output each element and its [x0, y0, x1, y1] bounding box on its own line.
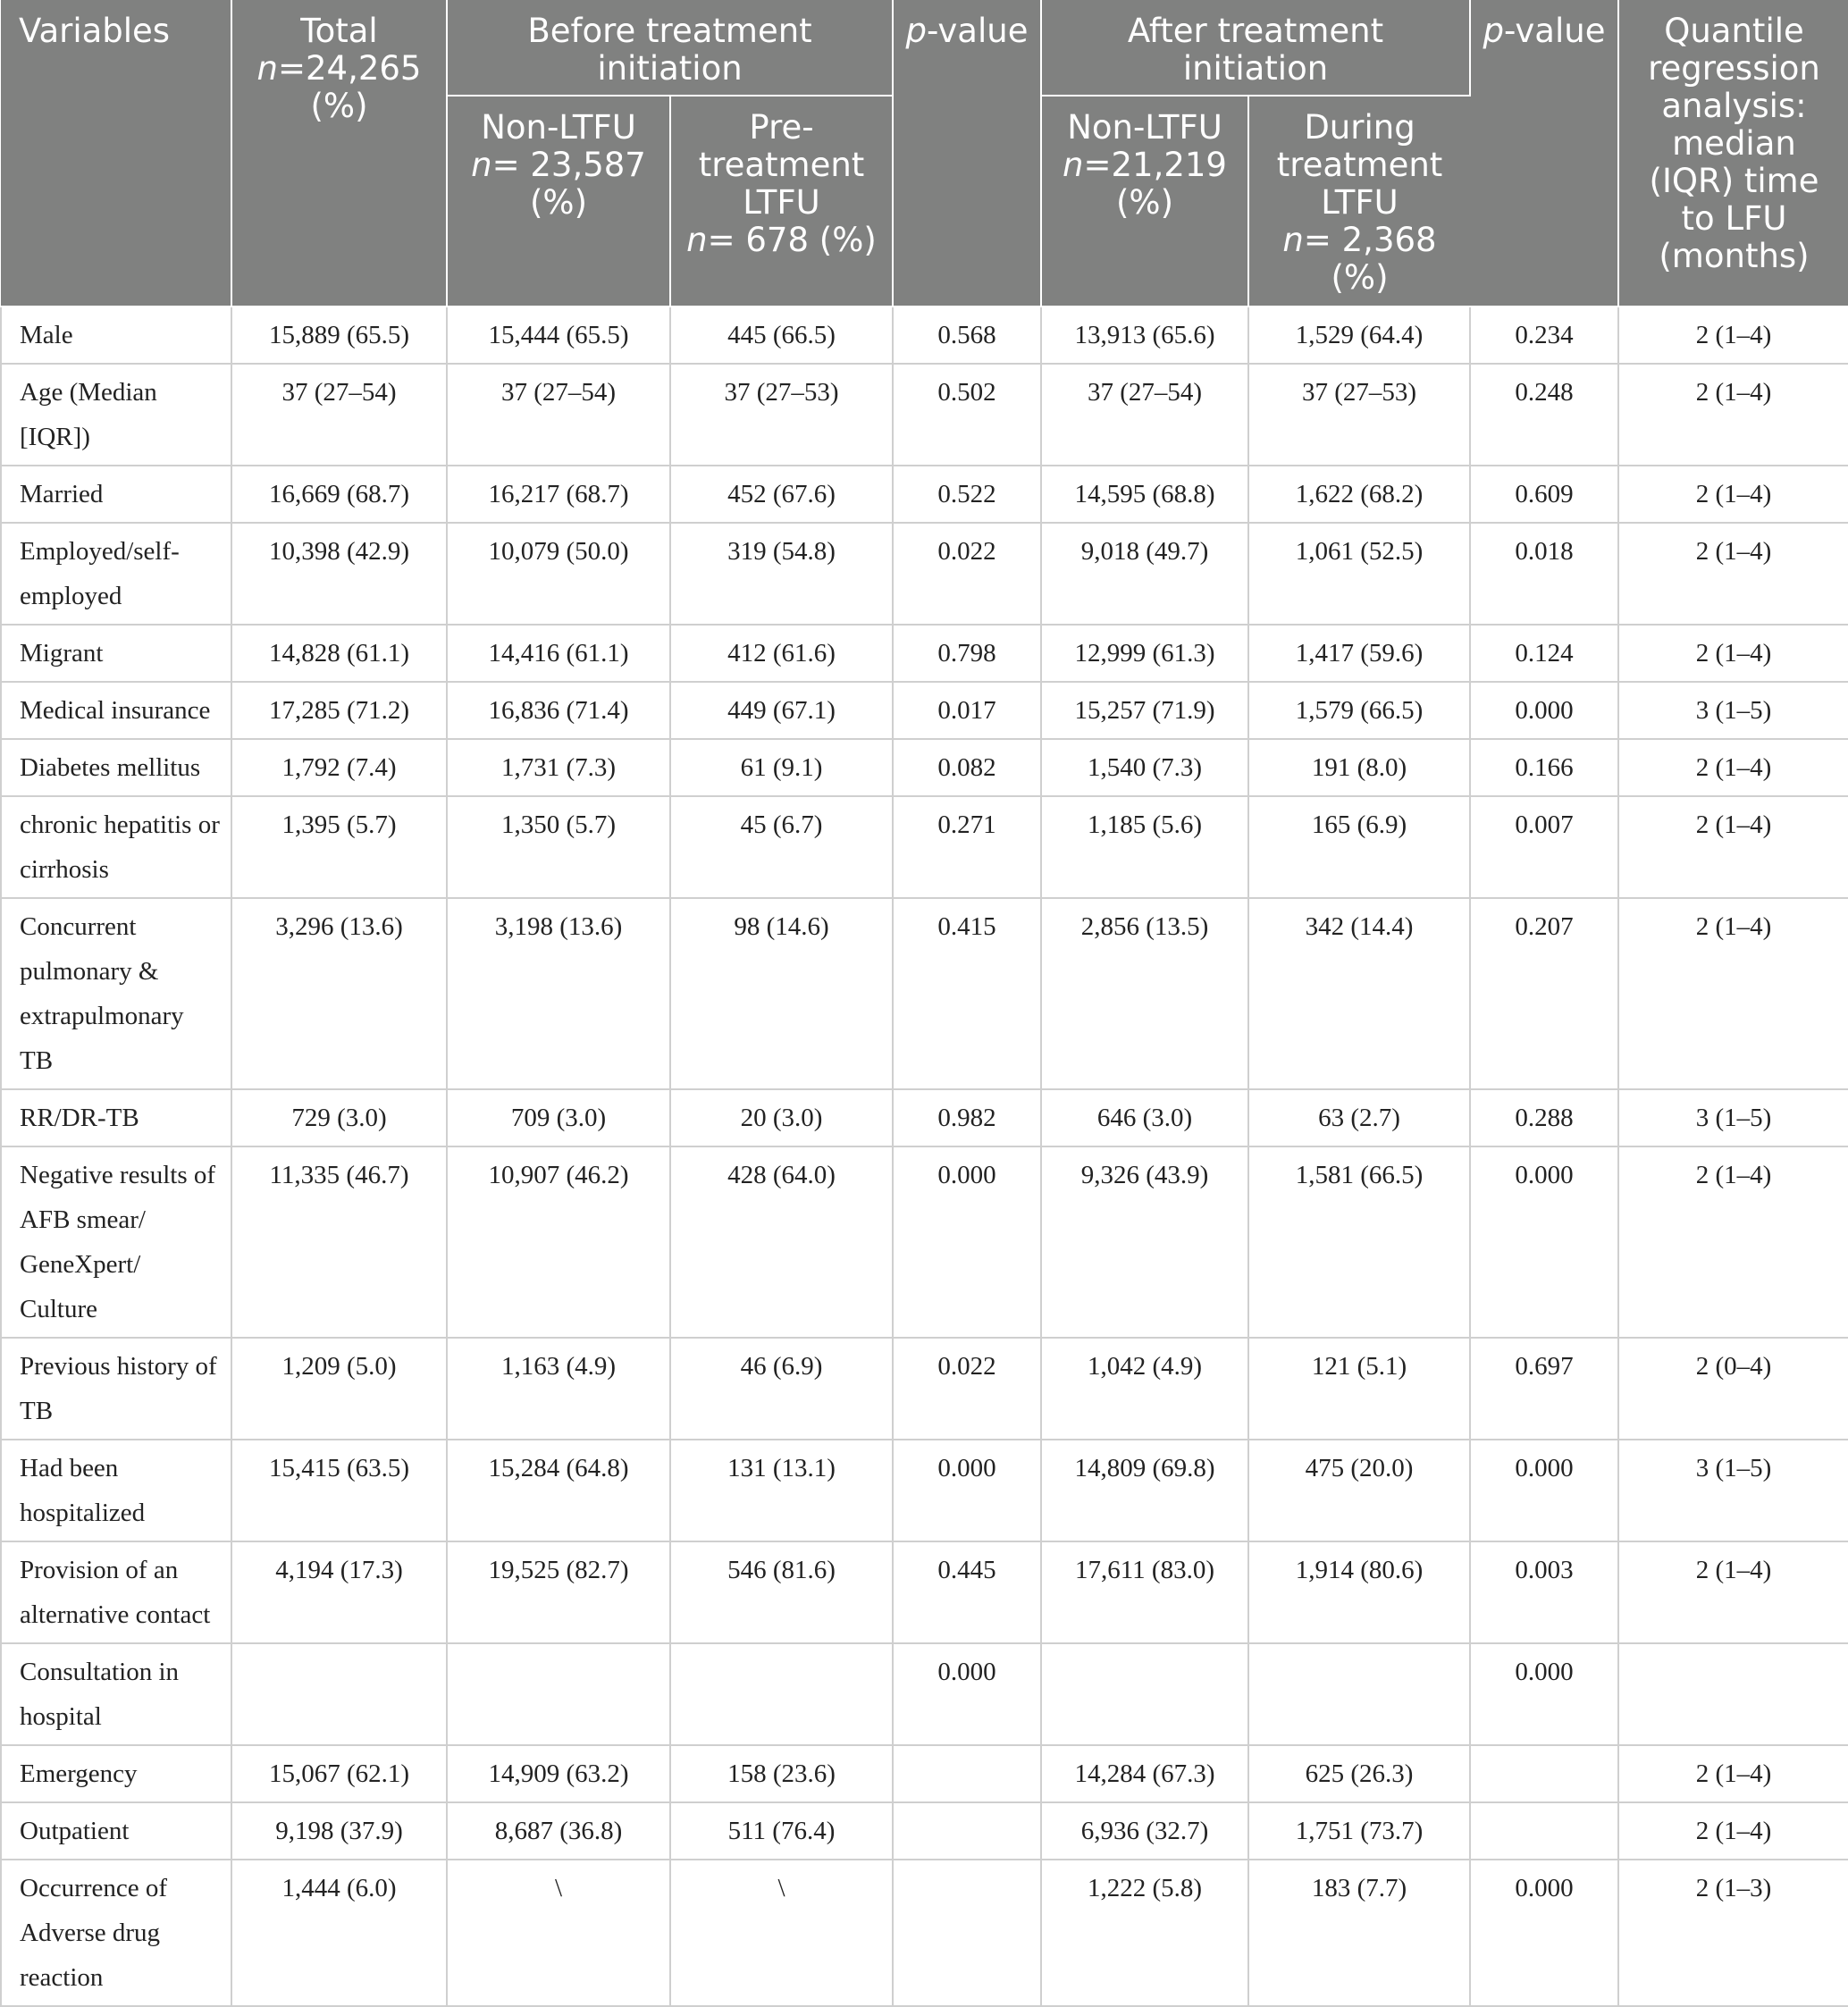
table-row — [1, 1745, 1848, 1802]
cell-p-value-before: 0.082 — [893, 739, 1041, 796]
cell-p-value-after: 0.007 — [1470, 796, 1618, 898]
cell-after-non-ltfu: 646 (3.0) — [1041, 1089, 1248, 1146]
cell-after-non-ltfu: 2,856 (13.5) — [1041, 898, 1248, 1089]
cell-during-ltfu — [1248, 1643, 1470, 1745]
cell-total: 1,444 (6.0) — [231, 1860, 447, 2006]
cell-p-value-before: 0.415 — [893, 898, 1041, 1089]
table-row — [1, 1860, 1848, 2006]
cell-p-value-before: 0.568 — [893, 307, 1041, 364]
cell-total: 9,198 (37.9) — [231, 1802, 447, 1860]
cell-before-non-ltfu: 16,836 (71.4) — [447, 682, 670, 739]
cell-p-value-after: 0.234 — [1470, 307, 1618, 364]
cell-median-iqr: 3 (1–5) — [1618, 1089, 1848, 1146]
cell-before-non-ltfu: 10,079 (50.0) — [447, 523, 670, 625]
cell-median-iqr: 2 (1–4) — [1618, 1146, 1848, 1338]
cell-after-non-ltfu: 6,936 (32.7) — [1041, 1802, 1248, 1860]
cell-median-iqr: 2 (0–4) — [1618, 1338, 1848, 1440]
cell-pre-ltfu: 61 (9.1) — [670, 739, 893, 796]
cell-after-non-ltfu: 14,284 (67.3) — [1041, 1745, 1248, 1802]
cell-pre-ltfu: 20 (3.0) — [670, 1089, 893, 1146]
cell-pre-ltfu: 445 (66.5) — [670, 307, 893, 364]
cell-before-non-ltfu: 16,217 (68.7) — [447, 466, 670, 523]
cell-after-non-ltfu: 12,999 (61.3) — [1041, 625, 1248, 682]
cell-during-ltfu: 1,579 (66.5) — [1248, 682, 1470, 739]
cell-total: 15,067 (62.1) — [231, 1745, 447, 1802]
cell-total: 37 (27–54) — [231, 364, 447, 466]
cell-p-value-after — [1470, 1745, 1618, 1802]
cell-before-non-ltfu: 709 (3.0) — [447, 1089, 670, 1146]
cell-p-value-before: 0.000 — [893, 1643, 1041, 1745]
cell-p-value-after: 0.166 — [1470, 739, 1618, 796]
cell-p-value-after: 0.018 — [1470, 523, 1618, 625]
header-after-non-ltfu: Non-LTFU n=21,219 (%) — [1041, 96, 1248, 307]
cell-pre-ltfu: 546 (81.6) — [670, 1541, 893, 1643]
cell-pre-ltfu: 449 (67.1) — [670, 682, 893, 739]
cell-median-iqr: 2 (1–4) — [1618, 1541, 1848, 1643]
cell-pre-ltfu: 319 (54.8) — [670, 523, 893, 625]
cell-during-ltfu: 1,751 (73.7) — [1248, 1802, 1470, 1860]
cell-p-value-before: 0.022 — [893, 523, 1041, 625]
table-row — [1, 796, 1848, 898]
header-quantile-regression: Quantile regression analysis: median (IQR) time to LFU (months) — [1618, 0, 1848, 307]
cell-p-value-before: 0.445 — [893, 1541, 1041, 1643]
header-variables: Variables — [1, 0, 231, 307]
cell-after-non-ltfu — [1041, 1643, 1248, 1745]
cell-pre-ltfu: 412 (61.6) — [670, 625, 893, 682]
cell-after-non-ltfu: 14,809 (69.8) — [1041, 1440, 1248, 1541]
cell-pre-ltfu: \ — [670, 1860, 893, 2006]
cell-variable: chronic hepatitis or cirrhosis — [1, 796, 231, 898]
cell-during-ltfu: 121 (5.1) — [1248, 1338, 1470, 1440]
cell-median-iqr: 2 (1–4) — [1618, 898, 1848, 1089]
cell-pre-ltfu: 158 (23.6) — [670, 1745, 893, 1802]
cell-p-value-before — [893, 1860, 1041, 2006]
cell-pre-ltfu: 452 (67.6) — [670, 466, 893, 523]
cell-p-value-after: 0.248 — [1470, 364, 1618, 466]
cell-median-iqr: 2 (1–4) — [1618, 1802, 1848, 1860]
header-after-group: After treatment initiation — [1041, 0, 1470, 96]
cell-total: 15,415 (63.5) — [231, 1440, 447, 1541]
cell-during-ltfu: 165 (6.9) — [1248, 796, 1470, 898]
cell-after-non-ltfu: 15,257 (71.9) — [1041, 682, 1248, 739]
table-row — [1, 1089, 1848, 1146]
cell-p-value-after: 0.288 — [1470, 1089, 1618, 1146]
cell-pre-ltfu — [670, 1643, 893, 1745]
cell-before-non-ltfu: 10,907 (46.2) — [447, 1146, 670, 1338]
table-row — [1, 1643, 1848, 1745]
cell-before-non-ltfu: 3,198 (13.6) — [447, 898, 670, 1089]
table-row — [1, 364, 1848, 466]
cell-before-non-ltfu: \ — [447, 1860, 670, 2006]
table-row — [1, 523, 1848, 625]
cell-during-ltfu: 183 (7.7) — [1248, 1860, 1470, 2006]
header-before-group: Before treatment initiation — [447, 0, 893, 96]
cell-p-value-before — [893, 1802, 1041, 1860]
cell-pre-ltfu: 45 (6.7) — [670, 796, 893, 898]
cell-total: 10,398 (42.9) — [231, 523, 447, 625]
cell-median-iqr: 2 (1–4) — [1618, 625, 1848, 682]
cell-during-ltfu: 1,529 (64.4) — [1248, 307, 1470, 364]
cell-p-value-after: 0.124 — [1470, 625, 1618, 682]
table-row — [1, 1541, 1848, 1643]
cell-pre-ltfu: 511 (76.4) — [670, 1802, 893, 1860]
cell-after-non-ltfu: 1,185 (5.6) — [1041, 796, 1248, 898]
header-p-value-after: p-value — [1470, 0, 1618, 307]
cell-before-non-ltfu: 14,416 (61.1) — [447, 625, 670, 682]
cell-variable: RR/DR-TB — [1, 1089, 231, 1146]
cell-variable: Age (Median [IQR]) — [1, 364, 231, 466]
cell-total: 16,669 (68.7) — [231, 466, 447, 523]
cell-total: 1,792 (7.4) — [231, 739, 447, 796]
cell-after-non-ltfu: 14,595 (68.8) — [1041, 466, 1248, 523]
cell-total: 4,194 (17.3) — [231, 1541, 447, 1643]
cell-before-non-ltfu: 15,284 (64.8) — [447, 1440, 670, 1541]
cell-pre-ltfu: 46 (6.9) — [670, 1338, 893, 1440]
table-row — [1, 1146, 1848, 1338]
cell-before-non-ltfu — [447, 1643, 670, 1745]
cell-variable: Male — [1, 307, 231, 364]
cell-during-ltfu: 63 (2.7) — [1248, 1089, 1470, 1146]
cell-total: 1,395 (5.7) — [231, 796, 447, 898]
cell-during-ltfu: 625 (26.3) — [1248, 1745, 1470, 1802]
table-header — [1, 0, 1848, 307]
cell-median-iqr: 2 (1–4) — [1618, 796, 1848, 898]
table-row — [1, 466, 1848, 523]
cell-after-non-ltfu: 1,042 (4.9) — [1041, 1338, 1248, 1440]
cell-p-value-before: 0.982 — [893, 1089, 1041, 1146]
cell-after-non-ltfu: 9,326 (43.9) — [1041, 1146, 1248, 1338]
header-pre-treatment-ltfu: Pre-treatment LTFU n= 678 (%) — [670, 96, 893, 307]
cell-before-non-ltfu: 8,687 (36.8) — [447, 1802, 670, 1860]
table-body — [1, 307, 1848, 2006]
cell-pre-ltfu: 131 (13.1) — [670, 1440, 893, 1541]
table-row — [1, 1440, 1848, 1541]
cell-variable: Negative results of AFB smear/ GeneXpert/ Culture — [1, 1146, 231, 1338]
cell-variable: Migrant — [1, 625, 231, 682]
cell-p-value-before: 0.502 — [893, 364, 1041, 466]
cell-before-non-ltfu: 1,731 (7.3) — [447, 739, 670, 796]
cell-variable: Consultation in hospital — [1, 1643, 231, 1745]
cell-p-value-after: 0.000 — [1470, 1146, 1618, 1338]
cell-median-iqr: 2 (1–4) — [1618, 739, 1848, 796]
cell-p-value-after: 0.697 — [1470, 1338, 1618, 1440]
cell-during-ltfu: 1,061 (52.5) — [1248, 523, 1470, 625]
cell-during-ltfu: 475 (20.0) — [1248, 1440, 1470, 1541]
cell-after-non-ltfu: 37 (27–54) — [1041, 364, 1248, 466]
cell-before-non-ltfu: 15,444 (65.5) — [447, 307, 670, 364]
cell-pre-ltfu: 428 (64.0) — [670, 1146, 893, 1338]
cell-after-non-ltfu: 1,540 (7.3) — [1041, 739, 1248, 796]
header-during-treatment-ltfu: During treatment LTFU n= 2,368 (%) — [1248, 96, 1470, 307]
cell-during-ltfu: 1,581 (66.5) — [1248, 1146, 1470, 1338]
cell-median-iqr: 3 (1–5) — [1618, 1440, 1848, 1541]
cell-median-iqr — [1618, 1643, 1848, 1745]
cell-variable: Medical insurance — [1, 682, 231, 739]
cell-variable: Outpatient — [1, 1802, 231, 1860]
header-before-non-ltfu: Non-LTFU n= 23,587 (%) — [447, 96, 670, 307]
cell-p-value-before: 0.522 — [893, 466, 1041, 523]
table-row — [1, 625, 1848, 682]
cell-total: 14,828 (61.1) — [231, 625, 447, 682]
cell-after-non-ltfu: 13,913 (65.6) — [1041, 307, 1248, 364]
cell-total: 17,285 (71.2) — [231, 682, 447, 739]
cell-total: 1,209 (5.0) — [231, 1338, 447, 1440]
cell-variable: Concurrent pulmonary & extrapulmonary TB — [1, 898, 231, 1089]
cell-p-value-after: 0.609 — [1470, 466, 1618, 523]
cell-variable: Provision of an alternative contact — [1, 1541, 231, 1643]
cell-variable: Previous history of TB — [1, 1338, 231, 1440]
table-row — [1, 1338, 1848, 1440]
cell-variable: Emergency — [1, 1745, 231, 1802]
cell-median-iqr: 2 (1–4) — [1618, 307, 1848, 364]
cell-median-iqr: 2 (1–4) — [1618, 466, 1848, 523]
table-row — [1, 307, 1848, 364]
cell-during-ltfu: 191 (8.0) — [1248, 739, 1470, 796]
cell-before-non-ltfu: 1,163 (4.9) — [447, 1338, 670, 1440]
cell-p-value-after — [1470, 1802, 1618, 1860]
cell-median-iqr: 2 (1–3) — [1618, 1860, 1848, 2006]
cell-total: 15,889 (65.5) — [231, 307, 447, 364]
cell-during-ltfu: 1,417 (59.6) — [1248, 625, 1470, 682]
table-row — [1, 898, 1848, 1089]
cell-p-value-before — [893, 1745, 1041, 1802]
cell-p-value-after: 0.000 — [1470, 682, 1618, 739]
cell-during-ltfu: 342 (14.4) — [1248, 898, 1470, 1089]
cell-during-ltfu: 37 (27–53) — [1248, 364, 1470, 466]
table-row — [1, 1802, 1848, 1860]
table-row — [1, 682, 1848, 739]
cell-variable: Had been hospitalized — [1, 1440, 231, 1541]
cell-variable: Employed/self-employed — [1, 523, 231, 625]
cell-before-non-ltfu: 14,909 (63.2) — [447, 1745, 670, 1802]
cell-p-value-after: 0.003 — [1470, 1541, 1618, 1643]
cell-p-value-before: 0.798 — [893, 625, 1041, 682]
cell-p-value-before: 0.271 — [893, 796, 1041, 898]
cell-variable: Occurrence of Adverse drug reaction — [1, 1860, 231, 2006]
header-p-value-before: p-value — [893, 0, 1041, 307]
cell-total: 729 (3.0) — [231, 1089, 447, 1146]
cell-variable: Diabetes mellitus — [1, 739, 231, 796]
cell-median-iqr: 2 (1–4) — [1618, 364, 1848, 466]
cell-during-ltfu: 1,914 (80.6) — [1248, 1541, 1470, 1643]
cell-p-value-after: 0.000 — [1470, 1860, 1618, 2006]
cell-after-non-ltfu: 9,018 (49.7) — [1041, 523, 1248, 625]
cell-p-value-before: 0.017 — [893, 682, 1041, 739]
cell-p-value-after: 0.207 — [1470, 898, 1618, 1089]
cell-p-value-after: 0.000 — [1470, 1440, 1618, 1541]
cell-before-non-ltfu: 19,525 (82.7) — [447, 1541, 670, 1643]
cell-during-ltfu: 1,622 (68.2) — [1248, 466, 1470, 523]
table-row — [1, 739, 1848, 796]
cell-before-non-ltfu: 37 (27–54) — [447, 364, 670, 466]
cell-median-iqr: 2 (1–4) — [1618, 1745, 1848, 1802]
header-total: Total n=24,265 (%) — [231, 0, 447, 307]
cell-p-value-before: 0.000 — [893, 1440, 1041, 1541]
cell-median-iqr: 2 (1–4) — [1618, 523, 1848, 625]
cell-total: 11,335 (46.7) — [231, 1146, 447, 1338]
cell-variable: Married — [1, 466, 231, 523]
cell-after-non-ltfu: 1,222 (5.8) — [1041, 1860, 1248, 2006]
cell-pre-ltfu: 98 (14.6) — [670, 898, 893, 1089]
cell-p-value-before: 0.000 — [893, 1146, 1041, 1338]
cell-total: 3,296 (13.6) — [231, 898, 447, 1089]
cell-p-value-after: 0.000 — [1470, 1643, 1618, 1745]
cell-pre-ltfu: 37 (27–53) — [670, 364, 893, 466]
cell-total — [231, 1643, 447, 1745]
cell-after-non-ltfu: 17,611 (83.0) — [1041, 1541, 1248, 1643]
cell-median-iqr: 3 (1–5) — [1618, 682, 1848, 739]
cell-p-value-before: 0.022 — [893, 1338, 1041, 1440]
cell-before-non-ltfu: 1,350 (5.7) — [447, 796, 670, 898]
